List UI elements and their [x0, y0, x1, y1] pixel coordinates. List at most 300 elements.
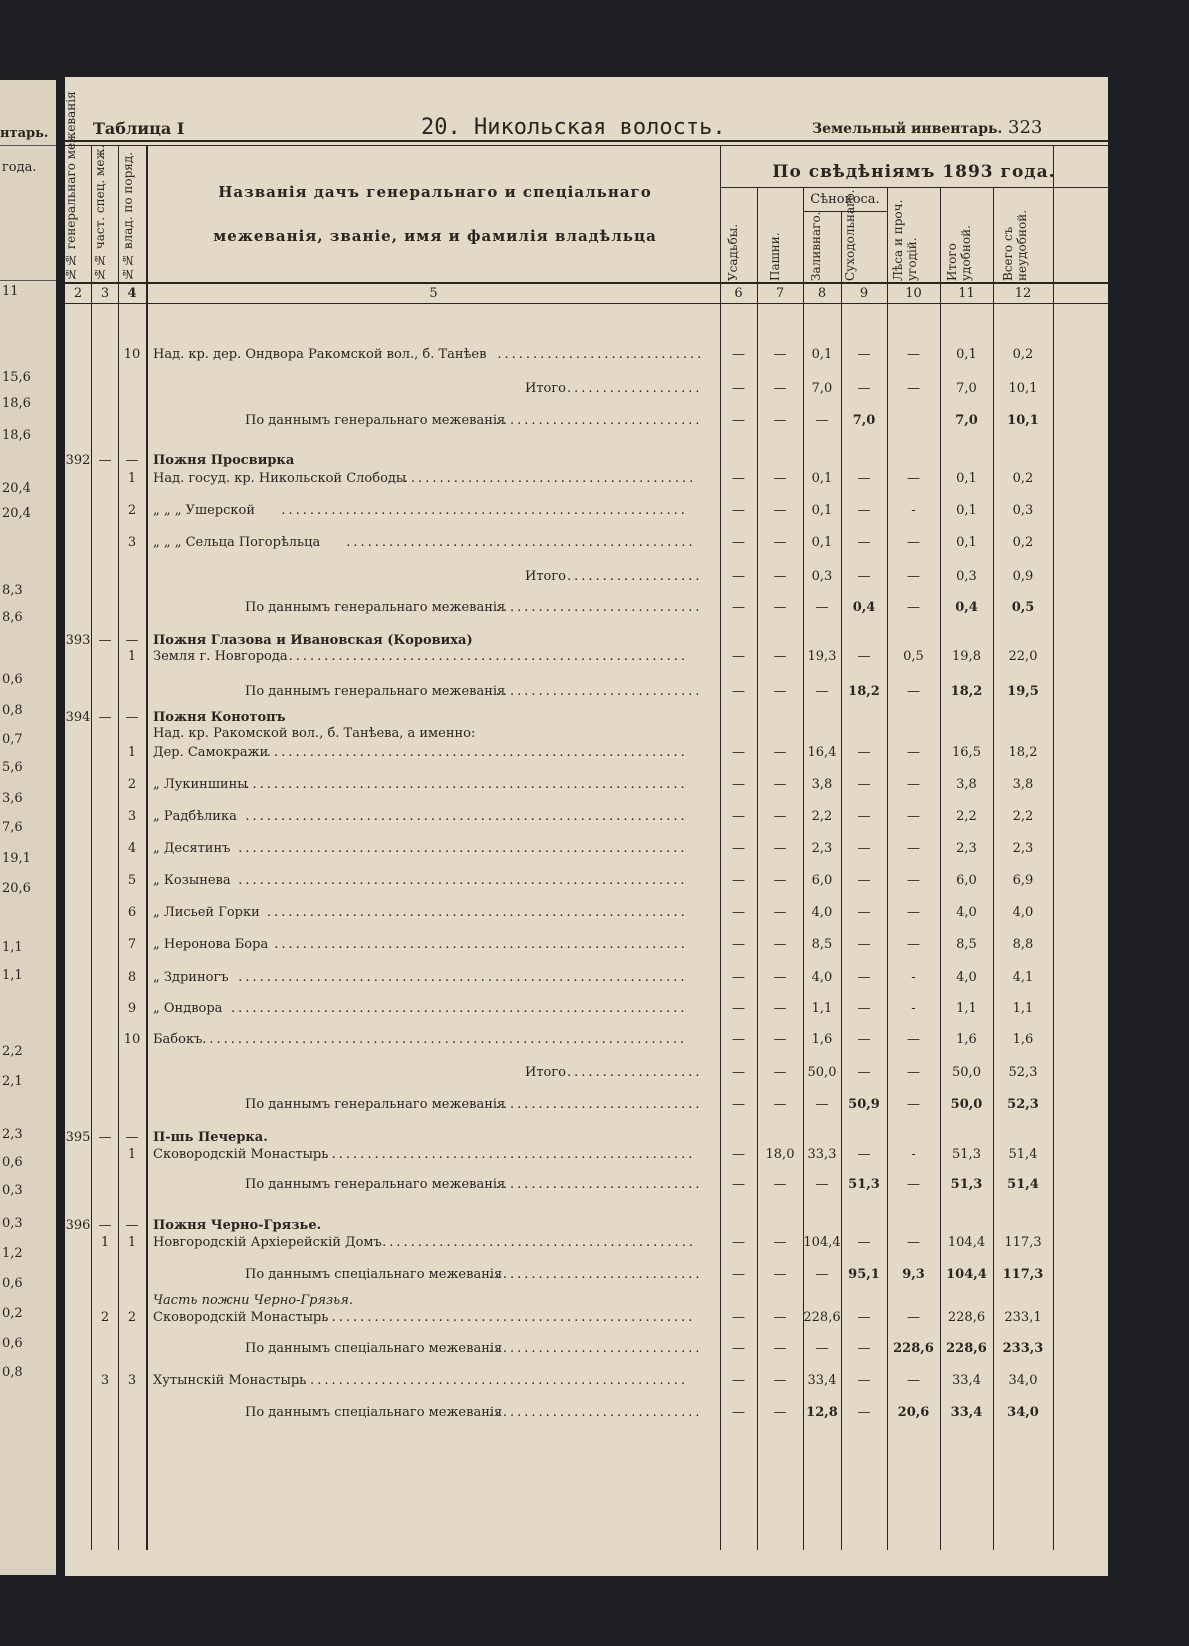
row-name: „ „ „ Сельца Погорѣльца: [153, 535, 321, 550]
value-cell: 18,2: [950, 684, 983, 699]
leader-dots: ...............................................................: [238, 841, 688, 856]
value-cell: 0,1: [956, 535, 977, 550]
col-number: 4: [127, 286, 137, 301]
value-cell: —: [857, 1310, 871, 1325]
value-cell: -: [911, 1001, 916, 1016]
section-label: Земельный инвентарь.: [812, 121, 1003, 137]
value-cell: 50,0: [952, 1065, 981, 1080]
value-cell: 0,1: [811, 503, 833, 518]
value-cell: —: [815, 1341, 829, 1356]
value-cell: —: [907, 471, 920, 486]
value-cell: —: [732, 347, 745, 362]
value-cell: —: [732, 1373, 745, 1388]
value-cell: —: [907, 1177, 920, 1192]
value-cell: —: [732, 1001, 745, 1016]
value-cell: —: [732, 905, 745, 920]
value-cell: 34,0: [1008, 1373, 1038, 1388]
row-name: По даннымъ генеральнаго межеванія: [245, 413, 506, 428]
value-cell: -: [911, 503, 916, 518]
value-cell: 50,0: [950, 1097, 983, 1112]
value-cell: 2,3: [956, 841, 977, 856]
value-cell: —: [732, 1310, 745, 1325]
owner-order-number: 2: [127, 1310, 137, 1325]
value-cell: 2,2: [811, 809, 833, 824]
col-number: 2: [73, 286, 83, 301]
column-number-rule: [65, 303, 1108, 304]
value-cell: —: [773, 471, 787, 486]
document-page: [65, 77, 1108, 1576]
column-rule: [91, 145, 92, 1550]
owner-order-number: 7: [127, 937, 137, 952]
row-name: Хутынскій Монастырь: [153, 1373, 307, 1388]
value-cell: 18,2: [1008, 745, 1038, 760]
value-cell: 3,8: [1012, 777, 1034, 792]
value-cell: —: [907, 745, 920, 760]
col-number: 10: [905, 286, 922, 301]
prev-page-value: 15,6: [2, 370, 31, 385]
owner-order-number: 1: [127, 649, 137, 664]
row-name: По даннымъ спеціальнаго межеванія: [245, 1341, 503, 1356]
col-number: 7: [775, 286, 785, 301]
value-cell: 0,1: [956, 503, 977, 518]
value-cell: —: [815, 1267, 829, 1282]
value-cell: —: [907, 535, 920, 550]
value-cell: 228,6: [893, 1341, 934, 1356]
prev-page-value: 1,2: [2, 1246, 23, 1261]
value-cell: —: [773, 1097, 787, 1112]
row-name: Бабокъ: [153, 1032, 203, 1047]
value-cell: —: [857, 471, 871, 486]
value-cell: —: [857, 1147, 871, 1162]
owner-order-number: 10: [123, 1032, 141, 1047]
value-cell: —: [857, 569, 871, 584]
value-cell: —: [732, 1065, 745, 1080]
value-cell: —: [857, 1235, 871, 1250]
value-cell: —: [732, 1032, 745, 1047]
page-title: 20. Никольская волость.: [421, 115, 726, 140]
value-cell: 4,0: [811, 905, 833, 920]
value-cell: —: [773, 873, 787, 888]
value-cell: —: [815, 413, 829, 428]
value-cell: 0,1: [956, 471, 977, 486]
value-cell: —: [857, 1001, 871, 1016]
row-name: Новгородскій Архіерейскій Домъ: [153, 1235, 382, 1250]
prev-page-col-number: 11: [2, 284, 19, 299]
col10-header: Лѣса и проч. угодій.: [891, 199, 919, 281]
value-cell: 51,3: [848, 1177, 880, 1192]
special-survey-number: 2: [100, 1310, 110, 1325]
special-survey-number: 1: [100, 1235, 110, 1250]
value-cell: 1,6: [811, 1032, 833, 1047]
value-cell: 33,4: [807, 1373, 837, 1388]
value-cell: 12,8: [806, 1405, 838, 1420]
value-cell: 4,0: [1012, 905, 1034, 920]
prev-page-value: 3,6: [2, 791, 23, 806]
value-cell: 7,0: [956, 381, 977, 396]
row-name: Пожня Просвирка: [153, 453, 295, 468]
value-cell: —: [907, 905, 920, 920]
value-cell: 9,3: [902, 1267, 925, 1282]
prev-page-value: 2,3: [2, 1127, 23, 1142]
prev-page-value: 0,6: [2, 1155, 23, 1170]
leader-dots: ...................: [567, 569, 703, 584]
value-cell: 0,3: [1012, 503, 1034, 518]
leader-dots: ..............................................................: [245, 777, 688, 792]
value-cell: —: [857, 1032, 871, 1047]
value-cell: 233,3: [1002, 1341, 1044, 1356]
value-cell: —: [773, 535, 787, 550]
row-name: Над. кр. Ракомской вол., б. Танѣева, а именно:: [153, 726, 476, 741]
value-cell: —: [773, 777, 787, 792]
header-rule: [65, 140, 1108, 142]
value-cell: —: [907, 1310, 920, 1325]
row-name: „ Десятинъ: [153, 841, 231, 856]
row-name: „ „ „ Ушерской: [153, 503, 255, 518]
owner-order-number: —: [125, 1218, 139, 1233]
value-cell: 228,6: [803, 1310, 841, 1325]
value-cell: —: [773, 1267, 787, 1282]
leader-dots: .............................: [497, 347, 705, 362]
page-number: 323: [1008, 117, 1043, 138]
value-cell: —: [773, 1032, 787, 1047]
row-name: Итого: [525, 381, 566, 396]
prev-page-value: 0,8: [2, 703, 23, 718]
col7-header: Пашни.: [768, 232, 782, 281]
value-cell: 4,1: [1012, 970, 1034, 985]
prev-page-value: 0,3: [2, 1183, 23, 1198]
value-cell: —: [857, 841, 871, 856]
value-cell: —: [857, 347, 871, 362]
col8-header: Заливнаго.: [809, 211, 823, 281]
value-cell: 6,9: [1012, 873, 1034, 888]
leader-dots: ...........................................................: [267, 905, 688, 920]
value-cell: —: [773, 684, 787, 699]
value-cell: 7,0: [852, 413, 876, 428]
value-cell: —: [773, 381, 787, 396]
gen-survey-number: 392: [65, 453, 91, 468]
prev-page-value: 5,6: [2, 760, 23, 775]
leader-dots: ..............................: [488, 684, 703, 699]
value-cell: —: [857, 937, 871, 952]
value-cell: 228,6: [946, 1341, 987, 1356]
row-name: „ Ондвора: [153, 1001, 223, 1016]
value-cell: 6,0: [956, 873, 977, 888]
col-number: 12: [1014, 286, 1032, 301]
value-cell: 7,0: [811, 381, 833, 396]
prev-page-value: 1,1: [2, 968, 23, 983]
leader-dots: ..............................: [488, 1097, 703, 1112]
owner-order-number: 1: [127, 1147, 137, 1162]
owner-order-number: —: [125, 453, 139, 468]
prev-page-value: 7,6: [2, 820, 23, 835]
value-cell: —: [857, 381, 871, 396]
value-cell: —: [907, 381, 920, 396]
value-cell: 6,0: [811, 873, 833, 888]
leader-dots: ...............................................................: [238, 873, 688, 888]
value-cell: 0,2: [1012, 535, 1034, 550]
gen-survey-number: 393: [65, 633, 91, 648]
special-survey-number: —: [98, 1130, 112, 1145]
value-cell: 16,5: [952, 745, 981, 760]
value-cell: 50,0: [807, 1065, 837, 1080]
value-cell: 33,4: [952, 1373, 981, 1388]
row-name: По даннымъ спеціальнаго межеванія: [245, 1267, 503, 1282]
leader-dots: ..............................: [488, 413, 703, 428]
leader-dots: .........................................................: [281, 503, 688, 518]
value-cell: —: [857, 1373, 871, 1388]
value-cell: 52,3: [1007, 1097, 1039, 1112]
value-cell: —: [907, 1065, 920, 1080]
row-name: Пожня Глазова и Ивановская (Коровиха): [153, 633, 473, 648]
owner-order-number: 3: [127, 809, 137, 824]
prev-page-value: 0,6: [2, 1276, 23, 1291]
value-cell: 34,0: [1007, 1405, 1039, 1420]
owner-order-number: 9: [127, 1001, 137, 1016]
value-cell: 1,1: [1012, 1001, 1034, 1016]
value-cell: 2,2: [956, 809, 977, 824]
value-cell: —: [732, 777, 745, 792]
value-cell: —: [732, 569, 745, 584]
value-cell: —: [907, 777, 920, 792]
special-survey-number: —: [98, 1218, 112, 1233]
value-cell: —: [732, 809, 745, 824]
value-cell: —: [773, 745, 787, 760]
leader-dots: ....................................................................: [202, 1032, 688, 1047]
value-cell: —: [857, 649, 871, 664]
leader-dots: ..............................: [488, 600, 703, 615]
value-cell: —: [732, 841, 745, 856]
owner-order-number: 1: [127, 1235, 137, 1250]
value-cell: —: [773, 905, 787, 920]
value-cell: —: [732, 649, 745, 664]
row-name: Сковородскій Монастырь: [153, 1310, 329, 1325]
row-name: По даннымъ спеціальнаго межеванія: [245, 1405, 503, 1420]
value-cell: —: [857, 745, 871, 760]
value-cell: —: [732, 381, 745, 396]
col5-header-line2: межеванія, званіе, имя и фамилія владѣльца: [213, 227, 657, 245]
col-number: 11: [958, 286, 975, 301]
value-cell: 95,1: [848, 1267, 880, 1282]
value-cell: 117,3: [1002, 1267, 1044, 1282]
value-cell: —: [857, 1065, 871, 1080]
value-cell: 0,2: [1012, 471, 1034, 486]
value-cell: —: [815, 684, 829, 699]
value-cell: —: [773, 809, 787, 824]
header-rule: [65, 145, 1108, 146]
value-cell: —: [857, 535, 871, 550]
prev-page-value: 20,4: [2, 481, 31, 496]
special-survey-number: —: [98, 453, 112, 468]
group-rule: [720, 187, 1108, 188]
value-cell: 8,5: [956, 937, 977, 952]
value-cell: —: [815, 600, 829, 615]
value-cell: —: [732, 1097, 745, 1112]
value-cell: 0,9: [1012, 569, 1034, 584]
value-cell: —: [773, 1001, 787, 1016]
value-cell: 2,2: [1012, 809, 1034, 824]
prev-page-value: 0,2: [2, 1306, 23, 1321]
leader-dots: .............................................: [375, 1235, 696, 1250]
value-cell: 104,4: [947, 1235, 986, 1250]
value-cell: 4,0: [956, 970, 977, 985]
value-cell: —: [732, 600, 745, 615]
value-cell: 10,1: [1007, 413, 1039, 428]
leader-dots: .........................................: [403, 471, 697, 486]
value-cell: 51,4: [1007, 1177, 1039, 1192]
value-cell: —: [857, 1405, 871, 1420]
value-cell: 1,6: [1012, 1032, 1034, 1047]
leader-dots: ............................................................: [259, 745, 688, 760]
leader-dots: ..............................: [488, 1341, 703, 1356]
value-cell: —: [732, 1405, 745, 1420]
value-cell: 8,5: [811, 937, 833, 952]
value-cell: —: [732, 684, 745, 699]
value-cell: -: [911, 970, 916, 985]
value-cell: 51,3: [950, 1177, 983, 1192]
value-cell: 0,1: [811, 471, 833, 486]
value-cell: 19,8: [952, 649, 981, 664]
owner-order-number: —: [125, 1130, 139, 1145]
value-cell: —: [773, 1341, 787, 1356]
row-name: По даннымъ генеральнаго межеванія: [245, 1177, 506, 1192]
owner-order-number: 2: [127, 503, 137, 518]
value-cell: 0,5: [1011, 600, 1035, 615]
value-cell: —: [857, 970, 871, 985]
col11-header: Итого удобной.: [945, 225, 973, 281]
row-name: „ Радбѣлика: [153, 809, 237, 824]
value-cell: 3,8: [956, 777, 977, 792]
prev-page-value: 0,8: [2, 1365, 23, 1380]
prev-page-value: 18,6: [2, 396, 31, 411]
prev-page-rule: [0, 145, 56, 146]
value-cell: 104,4: [803, 1235, 841, 1250]
leader-dots: ................................................................: [231, 1001, 688, 1016]
value-cell: 1,1: [811, 1001, 833, 1016]
leader-dots: .......................................................: [295, 1373, 689, 1388]
value-cell: 22,0: [1008, 649, 1038, 664]
owner-order-number: 2: [127, 777, 137, 792]
value-cell: —: [907, 1235, 920, 1250]
value-cell: —: [732, 873, 745, 888]
value-cell: 0,3: [811, 569, 833, 584]
row-name: Дер. Самокражи: [153, 745, 269, 760]
col6-header: Усадьбы.: [726, 223, 740, 281]
value-cell: —: [732, 1267, 745, 1282]
row-name: Земля г. Новгорода: [153, 649, 288, 664]
value-cell: 0,1: [811, 347, 833, 362]
gen-survey-number: 394: [65, 710, 91, 725]
leader-dots: ..............................: [488, 1267, 703, 1282]
row-name: Итого: [525, 1065, 566, 1080]
value-cell: —: [773, 1235, 787, 1250]
value-cell: —: [773, 841, 787, 856]
row-name: „ Лисьей Горки: [153, 905, 260, 920]
value-cell: —: [773, 1065, 787, 1080]
value-cell: 10,1: [1008, 381, 1038, 396]
row-name: Пожня Конотопъ: [153, 710, 286, 725]
value-cell: —: [907, 1373, 920, 1388]
value-cell: —: [857, 503, 871, 518]
value-cell: 104,4: [946, 1267, 987, 1282]
row-name: „ Козынева: [153, 873, 231, 888]
gen-survey-number: 395: [65, 1130, 91, 1145]
value-cell: —: [907, 600, 920, 615]
value-cell: 0,4: [852, 600, 876, 615]
row-name: Пожня Черно-Грязье.: [153, 1218, 322, 1233]
row-name: По даннымъ генеральнаго межеванія: [245, 1097, 506, 1112]
value-cell: 2,3: [811, 841, 833, 856]
gen-survey-number: 396: [65, 1218, 91, 1233]
prev-page-value: 0,7: [2, 732, 23, 747]
value-cell: —: [815, 1097, 829, 1112]
value-cell: —: [907, 347, 920, 362]
value-cell: —: [773, 413, 787, 428]
prev-page-value: 2,2: [2, 1044, 23, 1059]
value-cell: 0,4: [955, 600, 978, 615]
leader-dots: ..............................: [488, 1405, 703, 1420]
value-cell: —: [907, 841, 920, 856]
value-cell: —: [773, 970, 787, 985]
leader-dots: .....................................................: [317, 1310, 696, 1325]
owner-order-number: 10: [123, 347, 141, 362]
value-cell: —: [732, 745, 745, 760]
leader-dots: ...................: [567, 381, 703, 396]
value-cell: —: [732, 1177, 745, 1192]
value-cell: —: [907, 1097, 920, 1112]
row-name: „ Лукиншины: [153, 777, 248, 792]
value-cell: 19,5: [1007, 684, 1039, 699]
owner-order-number: —: [125, 710, 139, 725]
prev-page-value: 20,6: [2, 881, 31, 896]
row-name: По даннымъ генеральнаго межеванія: [245, 600, 506, 615]
value-cell: —: [907, 569, 920, 584]
value-cell: 1,6: [956, 1032, 977, 1047]
leader-dots: ..........................................................: [274, 937, 688, 952]
prev-page-header: нтарь.: [0, 126, 49, 141]
special-survey-number: —: [98, 633, 112, 648]
value-cell: —: [907, 1032, 920, 1047]
prev-page-value: 2,1: [2, 1074, 23, 1089]
value-cell: 18,0: [765, 1147, 795, 1162]
value-cell: —: [857, 1341, 871, 1356]
special-survey-number: 3: [100, 1373, 110, 1388]
value-cell: —: [773, 503, 787, 518]
col5-header-line1: Названія дачъ генеральнаго и спеціальнаго: [218, 183, 652, 201]
value-cell: 20,6: [897, 1405, 930, 1420]
value-cell: 19,3: [807, 649, 837, 664]
owner-order-number: 8: [127, 970, 137, 985]
value-cell: —: [773, 649, 787, 664]
value-cell: —: [732, 937, 745, 952]
leader-dots: ...............................................................: [238, 970, 688, 985]
value-cell: —: [773, 1405, 787, 1420]
row-name: Часть пожни Черно-Грязья.: [153, 1293, 353, 1308]
prev-page-col-label: года.: [2, 160, 37, 175]
owner-order-number: 5: [127, 873, 137, 888]
value-cell: —: [907, 684, 920, 699]
owner-order-number: 6: [127, 905, 137, 920]
owner-order-number: —: [125, 633, 139, 648]
column-rule: [1053, 145, 1054, 1550]
prev-page-value: 8,3: [2, 583, 23, 598]
value-cell: —: [907, 809, 920, 824]
group-header: По свѣдѣніямъ 1893 года.: [772, 162, 1056, 182]
value-cell: —: [732, 1341, 745, 1356]
value-cell: 33,3: [807, 1147, 837, 1162]
value-cell: 2,3: [1012, 841, 1034, 856]
col3-header: №№ част. спец. меж.: [93, 144, 107, 281]
owner-order-number: 4: [127, 841, 137, 856]
